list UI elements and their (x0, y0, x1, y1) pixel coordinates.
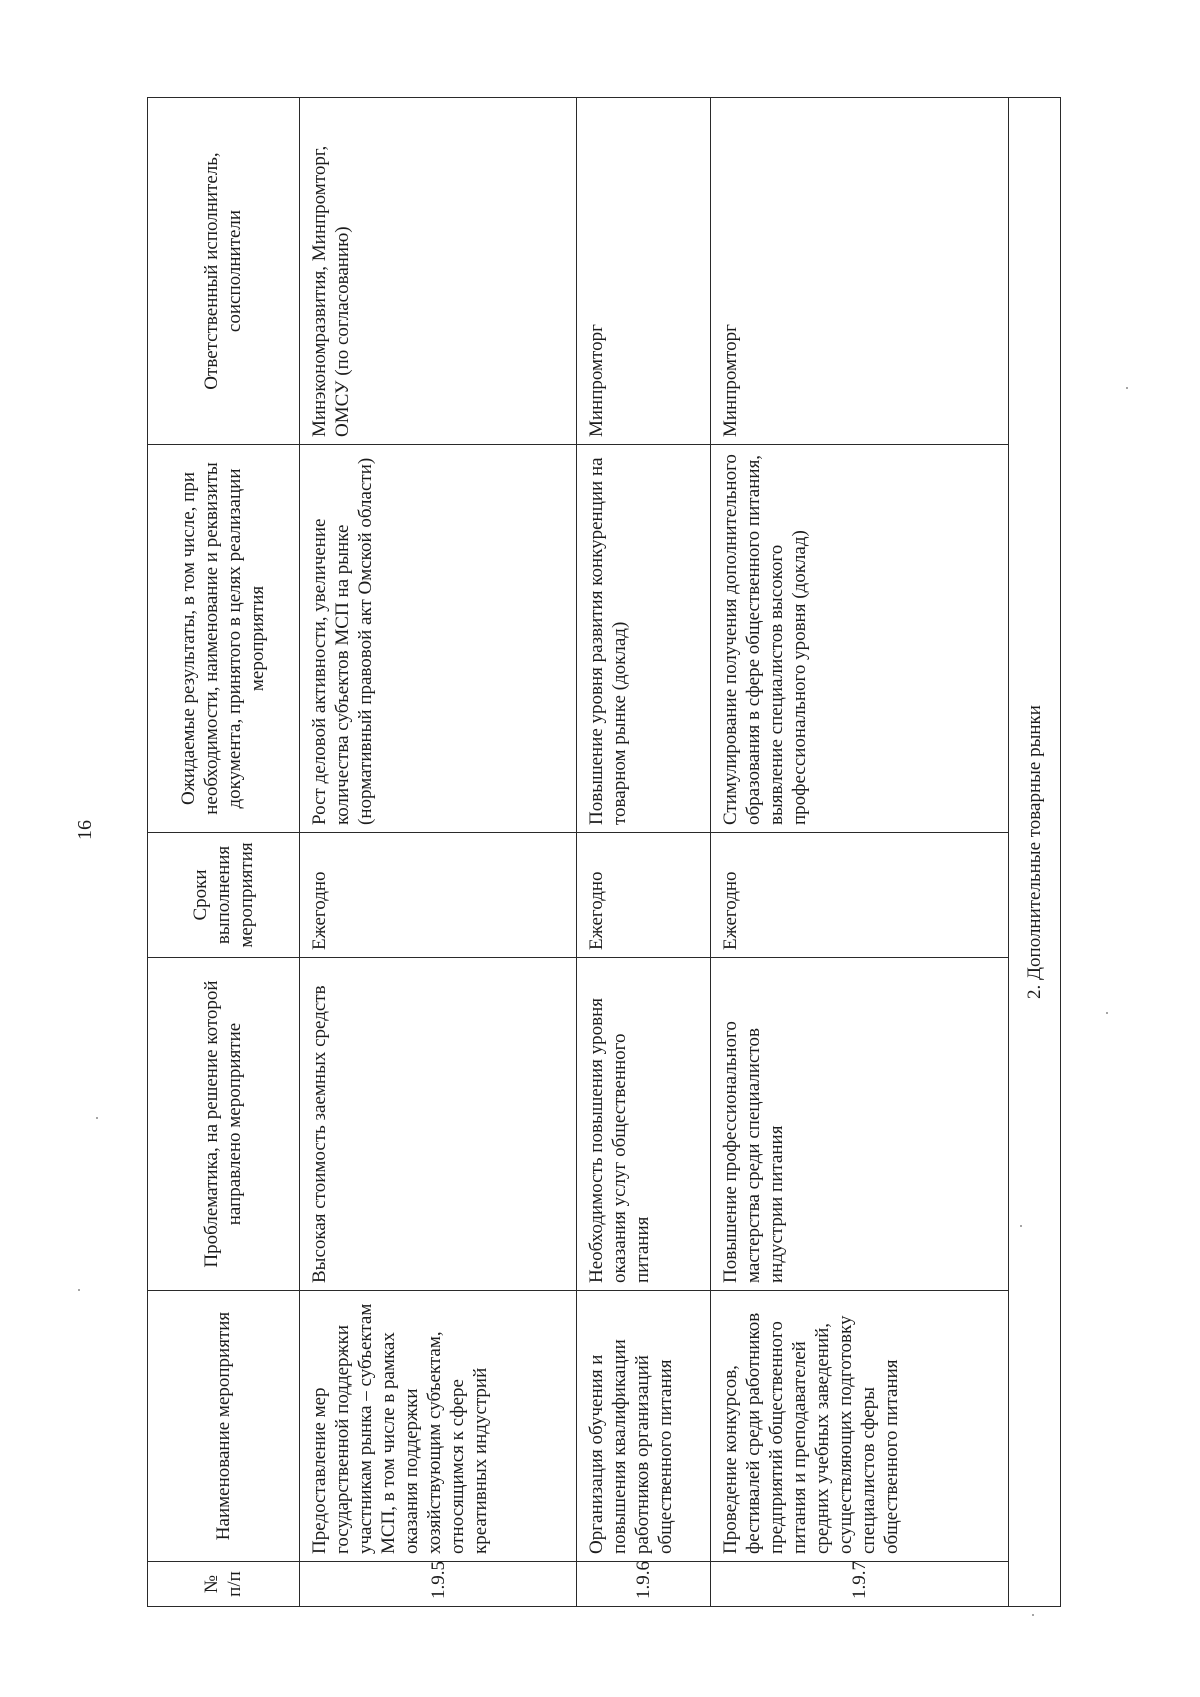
row-term: Ежегодно (710, 833, 1008, 958)
scan-speck (96, 1117, 98, 1119)
row-term: Ежегодно (299, 833, 576, 958)
row-responsible: Минпромторг (577, 98, 711, 445)
row-name: Организация обучения и повышения квалификации работников организаций общественного питания (577, 1291, 711, 1562)
page-number: 16 (74, 820, 96, 840)
table-row (299, 98, 576, 1607)
scan-speck (1106, 1012, 1108, 1014)
measures-table (147, 97, 1061, 1607)
row-results: Рост деловой активности, увеличение количества субъектов МСП на рынке (нормативный правовой акт Омской области) (299, 445, 576, 833)
table-header-row (148, 98, 300, 1607)
row-name: Проведение конкурсов, фестивалей среди работников предприятий общественного питания и преподавателей средних учебных заведений, осуществляющих подготовку специалистов сферы общественного питания (710, 1291, 1008, 1562)
header-term: Сроки выполнения мероприятия (148, 833, 300, 958)
row-term: Ежегодно (577, 833, 711, 958)
row-results: Стимулирование получения дополнительного образования в сфере общественного питания, выявление специалистов высокого профессионального уровня (доклад) (710, 445, 1008, 833)
row-problem: Необходимость повышения уровня оказания услуг общественного питания (577, 958, 711, 1291)
row-number: 1.9.7 (710, 1562, 1008, 1607)
table-row (710, 98, 1008, 1607)
section-title: 2. Дополнительные товарные рынки (1008, 98, 1060, 1607)
section-row (1008, 98, 1060, 1607)
row-number: 1.9.6 (577, 1562, 711, 1607)
scan-speck (1032, 1614, 1034, 1616)
row-number: 1.9.5 (299, 1562, 576, 1607)
header-problem: Проблематика, на решение которой направлено мероприятие (148, 958, 300, 1291)
row-problem: Повышение профессионального мастерства среди специалистов индустрии питания (710, 958, 1008, 1291)
scan-speck (78, 1289, 80, 1291)
row-responsible: Минпромторг (710, 98, 1008, 445)
row-responsible: Минэкономразвития, Минпромторг, ОМСУ (по согласованию) (299, 98, 576, 445)
header-results: Ожидаемые результаты, в том числе, при необходимости, наименование и реквизиты документа, принятого в целях реализации мероприятия (148, 445, 300, 833)
scan-speck (1126, 387, 1128, 389)
header-name: Наименование мероприятия (148, 1291, 300, 1562)
rotated-table-container (147, 98, 1061, 1607)
scan-speck (1020, 1225, 1022, 1227)
row-name: Предоставление мер государственной поддержки участникам рынка – субъектам МСП, в том числе в рамках оказания поддержки хозяйствующим субъектам, относящимся к сфере креативных индустрий (299, 1291, 576, 1562)
row-problem: Высокая стоимость заемных средств (299, 958, 576, 1291)
header-num: № п/п (148, 1562, 300, 1607)
header-responsible: Ответственный исполнитель, соисполнители (148, 98, 300, 445)
table-row (577, 98, 711, 1607)
row-results: Повышение уровня развития конкуренции на товарном рынке (доклад) (577, 445, 711, 833)
